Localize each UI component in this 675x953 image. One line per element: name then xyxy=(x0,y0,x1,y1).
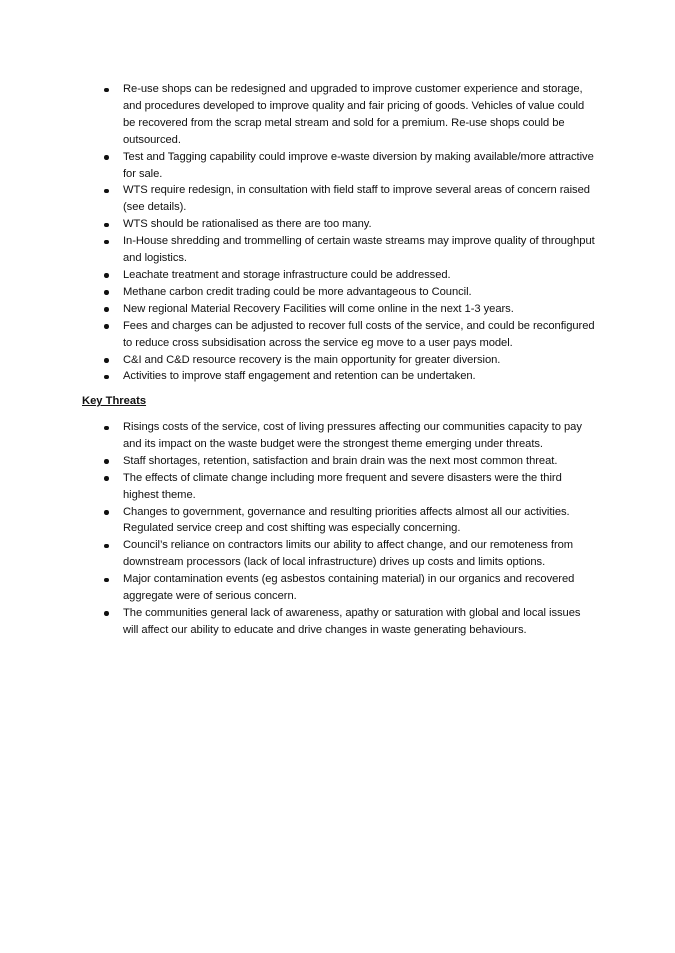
list-item-text: Test and Tagging capability could improve e-waste diversion by making available/more attractive for sale. xyxy=(123,150,594,180)
list-item xyxy=(104,571,596,605)
list-item-text: The effects of climate change including more frequent and severe disasters were the third highest theme. xyxy=(123,471,562,501)
list-item xyxy=(104,284,596,301)
bullet-icon xyxy=(104,273,109,278)
bullet-icon xyxy=(104,578,109,583)
list-item-text: New regional Material Recovery Facilities will come online in the next 1-3 years. xyxy=(123,302,514,315)
list-item-text: Staff shortages, retention, satisfaction and brain drain was the next most common threat. xyxy=(123,454,558,467)
list-item-text: Leachate treatment and storage infrastructure could be addressed. xyxy=(123,268,451,281)
list-item xyxy=(104,504,596,538)
list-item-text: WTS require redesign, in consultation with field staff to improve several areas of concern raised (see details). xyxy=(123,184,590,214)
bullet-icon xyxy=(104,544,109,549)
list-item xyxy=(104,537,596,571)
threats-list xyxy=(104,419,596,639)
list-item xyxy=(104,233,596,267)
list-item-text: In-House shredding and trommelling of certain waste streams may improve quality of throughput and logistics. xyxy=(123,235,595,265)
list-item xyxy=(104,368,596,385)
list-item-text: Re-use shops can be redesigned and upgraded to improve customer experience and storage, and procedures developed to improve quality and fair pricing of goods. Vehicles of value could be recovered from the scrap metal stream and sold for a premium. Re-use shops could be outsourced. xyxy=(123,83,585,146)
key-threats-heading: Key Threats xyxy=(82,395,147,407)
list-item xyxy=(104,470,596,504)
opportunities-list xyxy=(104,81,596,385)
bullet-icon xyxy=(104,426,109,431)
list-item xyxy=(104,605,596,639)
bullet-icon xyxy=(104,240,109,245)
bullet-icon xyxy=(104,510,109,515)
list-item-text: The communities general lack of awareness, apathy or saturation with global and local issues will affect our ability to educate and drive changes in waste generating behaviours. xyxy=(123,606,581,636)
list-item-text: Risings costs of the service, cost of living pressures affecting our communities capacity to pay and its impact on the waste budget were the strongest theme emerging under threats. xyxy=(123,421,582,450)
list-item xyxy=(104,149,596,183)
bullet-icon xyxy=(104,459,109,464)
list-item xyxy=(104,419,596,453)
list-item xyxy=(104,216,596,233)
bullet-icon xyxy=(104,611,109,616)
bullet-icon xyxy=(104,88,109,93)
bullet-icon xyxy=(104,290,109,295)
bullet-icon xyxy=(104,375,109,380)
bullet-icon xyxy=(104,223,109,228)
list-item-text: Activities to improve staff engagement and retention can be undertaken. xyxy=(123,370,476,383)
bullet-icon xyxy=(104,189,109,194)
bullet-icon xyxy=(104,155,109,160)
bullet-icon xyxy=(104,307,109,312)
list-item xyxy=(104,318,596,352)
bullet-icon xyxy=(104,476,109,481)
list-item-text: Major contamination events (eg asbestos containing material) in our organics and recovered aggregate were of serious concern. xyxy=(123,573,575,603)
list-item xyxy=(104,182,596,216)
list-item-text: Changes to government, governance and resulting priorities affects almost all our activities. Regulated service creep and cost shifting was especially concerning. xyxy=(123,505,570,535)
list-item-text: Council’s reliance on contractors limits our ability to affect change, and our remoteness from downstream processors (lack of local infrastructure) drives up costs and limits options. xyxy=(123,539,574,569)
list-item-text: Fees and charges can be adjusted to recover full costs of the service, and could be reconfigured to reduce cross subsidisation across the service eg move to a user pays model. xyxy=(123,319,595,349)
list-item-text: Methane carbon credit trading could be more advantageous to Council. xyxy=(123,285,472,298)
list-item xyxy=(104,301,596,318)
list-item-text: WTS should be rationalised as there are too many. xyxy=(123,218,372,231)
bullet-icon xyxy=(104,324,109,329)
list-item-text: C&I and C&D resource recovery is the main opportunity for greater diversion. xyxy=(123,353,501,366)
list-item xyxy=(104,352,596,369)
list-item xyxy=(104,453,596,470)
list-item xyxy=(104,267,596,284)
list-item xyxy=(104,81,596,149)
bullet-icon xyxy=(104,358,109,363)
